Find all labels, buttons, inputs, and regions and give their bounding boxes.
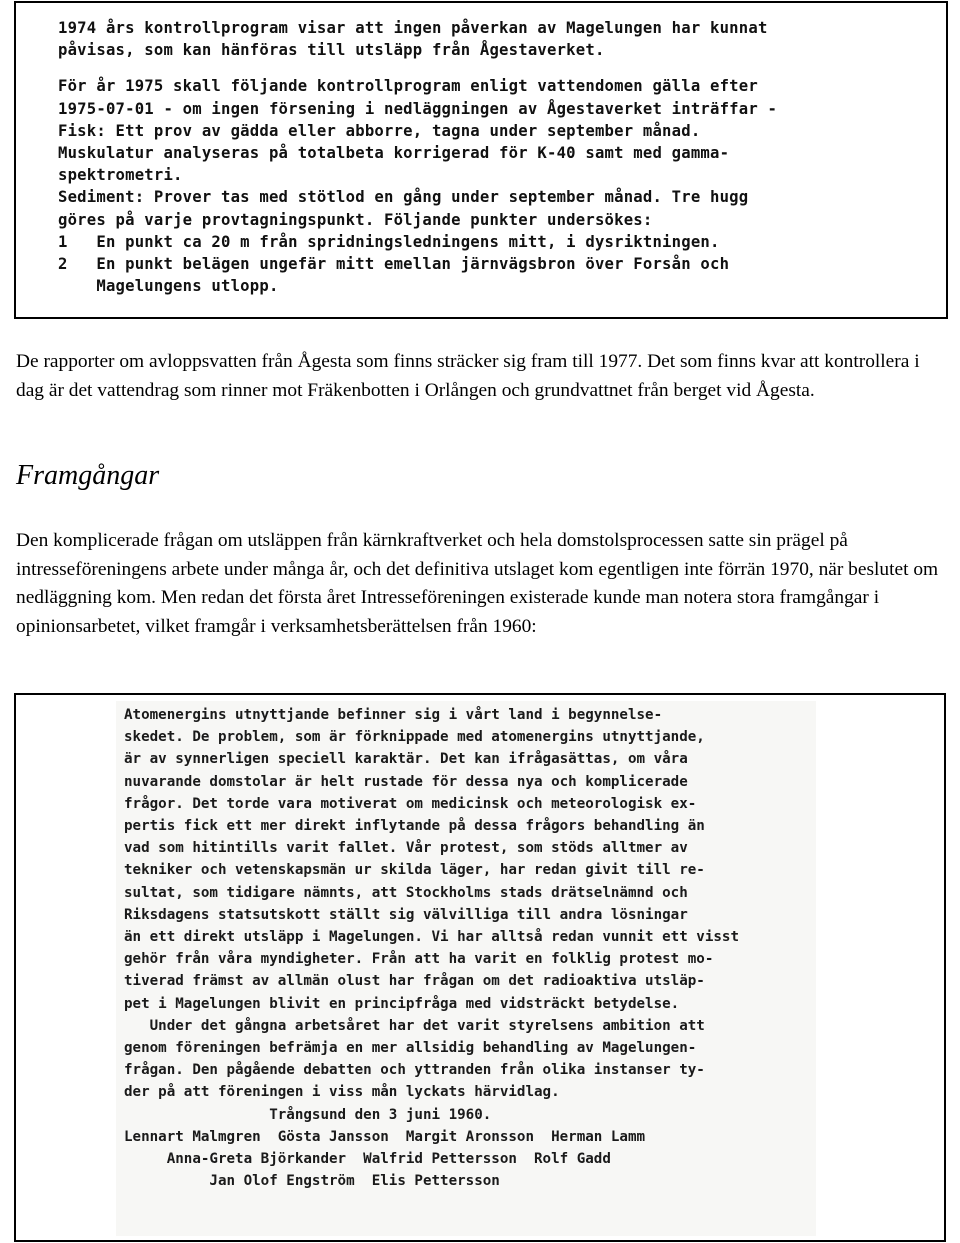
scan-line: tekniker och vetenskapsmän ur skilda läger, har redan givit till re- xyxy=(124,862,705,879)
scanned-document-bottom xyxy=(14,693,946,1242)
scan-line: der på att föreningen i viss mån lyckats härvidlag. xyxy=(124,1084,560,1101)
scan-line: Trångsund den 3 juni 1960. xyxy=(124,1106,492,1123)
scan-line: 1974 års kontrollprogram visar att ingen påverkan av Magelungen har kunnat xyxy=(58,19,768,37)
scan-line: spektrometri. xyxy=(58,166,183,185)
scan-line: Fisk: Ett prov av gädda eller abborre, tagna under september månad. xyxy=(58,121,701,140)
scan-line: än ett direkt utsläpp i Magelungen. Vi har alltså redan vunnit ett visst xyxy=(124,929,739,946)
scan-line: Lennart Malmgren Gösta Jansson Margit Aronsson Herman Lamm xyxy=(124,1128,646,1145)
scan-line: 1975-07-01 - om ingen försening i nedläggningen av Ågestaverket inträffar - xyxy=(58,99,778,118)
scan-line: tiverad främst av allmän olust har frågan om det radioaktiva utsläp- xyxy=(124,973,705,990)
scan-line: 1 En punkt ca 20 m från spridningsledningens mitt, i dysriktningen. xyxy=(58,232,720,251)
typewritten-text-top xyxy=(58,17,777,297)
scan-line: sultat, som tidigare nämnts, att Stockholms stads drätselnämnd och xyxy=(124,884,688,901)
scan-line: vad som hitintills varit fallet. Vår protest, som stöds alltmer av xyxy=(124,840,688,857)
scan-line: nuvarande domstolar är helt rustade för dessa nya och komplicerade xyxy=(124,773,688,790)
scan-line: pet i Magelungen blivit en principfråga med vidsträckt betydelse. xyxy=(124,995,680,1012)
scan-line xyxy=(58,61,777,75)
scan-line: Magelungens utlopp. xyxy=(58,277,279,296)
section-heading: Framgångar xyxy=(16,460,160,491)
scan-line: gehör från våra myndigheter. Från att ha varit en folklig protest mo- xyxy=(124,951,714,968)
scan-line: pertis fick ett mer direkt inflytande på dessa frågors behandling än xyxy=(124,818,705,835)
body-paragraph: De rapporter om avloppsvatten från Ågesta som finns sträcker sig fram till 1977. Det som finns kvar att kontrollera i dag är det vattendrag som rinner mot Fräkenbotten i Orlången och grundvattnet från berget vid Ågesta. xyxy=(16,351,920,401)
scan-line: Atomenergins utnyttjande befinner sig i vårt land i begynnelse- xyxy=(124,707,663,723)
typewritten-text-bottom xyxy=(124,704,739,1192)
scan-line: 2 En punkt belägen ungefär mitt emellan järnvägsbron över Forsån och xyxy=(58,255,730,274)
scan-line: Riksdagens statsutskott ställt sig välvilliga till andra lösningar xyxy=(124,906,688,923)
scan-line: är av synnerligen speciell karaktär. Det kan ifrågasättas, om våra xyxy=(124,751,688,768)
scan-line: Jan Olof Engström Elis Pettersson xyxy=(124,1173,500,1190)
scan-line: påvisas, som kan hänföras till utsläpp från Ågestaverket. xyxy=(58,41,605,60)
scan-line: genom föreningen befrämja en mer allsidig behandling av Magelungen- xyxy=(124,1040,697,1057)
scan-line: Sediment: Prover tas med stötlod en gång under september månad. Tre hugg xyxy=(58,188,749,207)
scan-line: Under det gångna arbetsåret har det varit styrelsens ambition att xyxy=(124,1017,705,1034)
scanned-document-top xyxy=(14,1,948,319)
body-paragraph: Den komplicerade frågan om utsläppen från kärnkraftverket och hela domstolsprocessen satte sin prägel på intresseföreningens arbete under många år, och det definitiva utslaget kom egentligen inte förrän 1970, när beslutet om nedläggning kom. Men redan det första året Intresseföreningen existerade kunde man notera stora framgångar i opinionsarbetet, vilket framgår i verksamhetsberättelsen från 1960: xyxy=(16,530,939,637)
scan-line: Anna-Greta Björkander Walfrid Pettersson Rolf Gadd xyxy=(124,1151,611,1168)
scan-line: skedet. De problem, som är förknippade med atomenergins utnyttjande, xyxy=(124,729,705,746)
scan-line: frågan. Den pågående debatten och yttranden från olika instanser ty- xyxy=(124,1062,705,1079)
scan-line: För år 1975 skall följande kontrollprogram enligt vattendomen gälla efter xyxy=(58,77,758,96)
scan-line: frågor. Det torde vara motiverat om medicinsk och meteorologisk ex- xyxy=(124,795,697,812)
scan-line: Muskulatur analyseras på totalbeta korrigerad för K-40 samt med gamma- xyxy=(58,144,730,163)
scan-line: göres på varje provtagningspunkt. Följande punkter undersökes: xyxy=(58,210,653,229)
